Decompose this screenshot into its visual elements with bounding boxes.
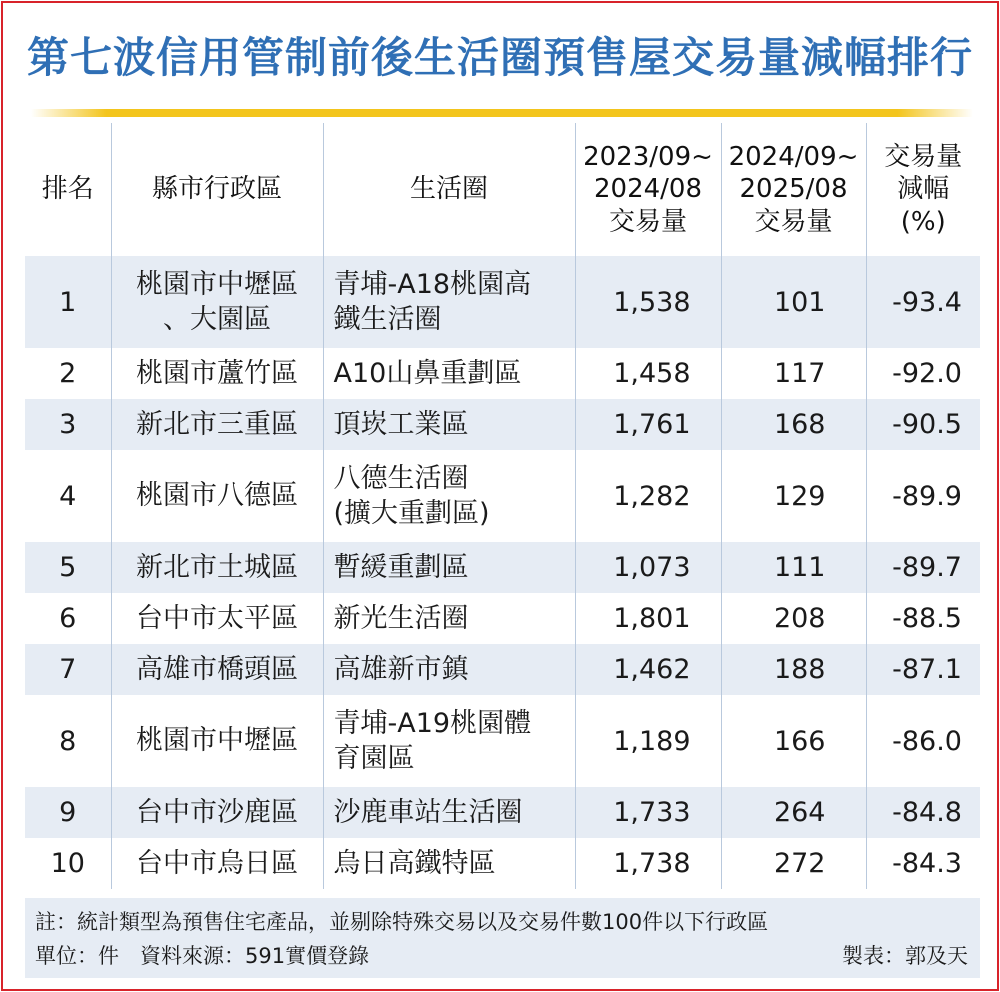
footer-notes bbox=[25, 898, 980, 978]
cell-region: 高雄市橋頭區 bbox=[111, 644, 323, 695]
cell-decline-pct: -92.0 bbox=[866, 348, 980, 399]
cell-region-line: 、大園區 bbox=[163, 304, 271, 335]
cell-vol-2023: 1,761 bbox=[575, 399, 721, 450]
cell-vol-2024: 101 bbox=[721, 256, 866, 348]
table-row bbox=[25, 256, 980, 348]
cell-region: 台中市烏日區 bbox=[111, 838, 323, 889]
header-vol-2023-line: 2023/09~ bbox=[583, 141, 713, 172]
table-row bbox=[25, 644, 980, 695]
header-vol-2023-line: 2024/08 bbox=[593, 174, 702, 205]
cell-vol-2024: 168 bbox=[721, 399, 866, 450]
header-vol-2024-line: 交易量 bbox=[754, 206, 833, 237]
cell-decline-pct: -90.5 bbox=[866, 399, 980, 450]
cell-vol-2023: 1,462 bbox=[575, 644, 721, 695]
cell-circle-line: 鐵生活圈 bbox=[333, 304, 442, 335]
header-vol-2024 bbox=[721, 123, 866, 256]
cell-vol-2023: 1,738 bbox=[575, 838, 721, 889]
cell-circle: 沙鹿車站生活圈 bbox=[323, 787, 575, 838]
cell-rank: 3 bbox=[25, 399, 111, 450]
table-row bbox=[25, 450, 980, 542]
header-vol-2024-line: 2025/08 bbox=[739, 174, 848, 205]
cell-vol-2024: 188 bbox=[721, 644, 866, 695]
cell-circle-line: 育園區 bbox=[333, 743, 415, 774]
cell-region bbox=[111, 256, 323, 348]
header-decline-pct bbox=[866, 123, 980, 256]
cell-circle: 頂崁工業區 bbox=[323, 399, 575, 450]
cell-rank: 1 bbox=[25, 256, 111, 348]
header-vol-2024-line: 2024/09~ bbox=[728, 141, 859, 172]
cell-decline-pct: -86.0 bbox=[866, 695, 980, 787]
table-row bbox=[25, 399, 980, 450]
header-vol-2023 bbox=[575, 123, 721, 256]
cell-vol-2024: 208 bbox=[721, 593, 866, 644]
cell-circle bbox=[323, 256, 575, 348]
cell-circle-line: (擴大重劃區) bbox=[333, 498, 490, 529]
table-row bbox=[25, 542, 980, 593]
cell-vol-2023: 1,073 bbox=[575, 542, 721, 593]
header-vol-2023-line: 交易量 bbox=[608, 206, 687, 237]
cell-region: 桃園市八德區 bbox=[111, 450, 323, 542]
cell-circle-line: 青埔-A19桃園體 bbox=[333, 707, 532, 739]
cell-decline-pct: -93.4 bbox=[866, 256, 980, 348]
cell-vol-2023: 1,282 bbox=[575, 450, 721, 542]
infographic-frame bbox=[1, 1, 999, 991]
cell-circle: 暫緩重劃區 bbox=[323, 542, 575, 593]
table-row bbox=[25, 348, 980, 399]
page-title: 第七波信用管制前後生活圈預售屋交易量減幅排行 bbox=[26, 33, 973, 82]
cell-circle bbox=[323, 695, 575, 787]
cell-region: 新北市三重區 bbox=[111, 399, 323, 450]
header-decline-line: 減幅 bbox=[897, 174, 950, 205]
cell-region: 台中市沙鹿區 bbox=[111, 787, 323, 838]
header-circle: 生活圈 bbox=[323, 123, 575, 256]
header-region: 縣市行政區 bbox=[111, 123, 323, 256]
cell-decline-pct: -87.1 bbox=[866, 644, 980, 695]
cell-region-line: 桃園市中壢區 bbox=[136, 268, 298, 300]
cell-circle bbox=[323, 450, 575, 542]
table-row bbox=[25, 593, 980, 644]
ranking-table bbox=[25, 123, 980, 889]
cell-rank: 6 bbox=[25, 593, 111, 644]
cell-circle: 新光生活圈 bbox=[323, 593, 575, 644]
cell-decline-pct: -84.8 bbox=[866, 787, 980, 838]
cell-region: 桃園市中壢區 bbox=[111, 695, 323, 787]
unit-source: 單位：件 資料來源：591實價登錄 bbox=[35, 944, 370, 968]
cell-vol-2023: 1,189 bbox=[575, 695, 721, 787]
cell-decline-pct: -84.3 bbox=[866, 838, 980, 889]
cell-rank: 7 bbox=[25, 644, 111, 695]
cell-vol-2024: 166 bbox=[721, 695, 866, 787]
cell-circle-line: 青埔-A18桃園高 bbox=[333, 268, 532, 300]
table-header-row bbox=[25, 123, 980, 256]
cell-rank: 5 bbox=[25, 542, 111, 593]
table-row bbox=[25, 695, 980, 787]
cell-rank: 2 bbox=[25, 348, 111, 399]
cell-region: 新北市土城區 bbox=[111, 542, 323, 593]
cell-vol-2023: 1,801 bbox=[575, 593, 721, 644]
header-decline-line: (%) bbox=[900, 206, 946, 237]
cell-circle: 烏日高鐵特區 bbox=[323, 838, 575, 889]
header-decline-line: 交易量 bbox=[884, 141, 963, 172]
table-row bbox=[25, 787, 980, 838]
cell-vol-2024: 129 bbox=[721, 450, 866, 542]
cell-circle: A10山鼻重劃區 bbox=[323, 348, 575, 399]
title-underline bbox=[31, 109, 973, 117]
table-row bbox=[25, 838, 980, 889]
cell-rank: 9 bbox=[25, 787, 111, 838]
cell-rank: 10 bbox=[25, 838, 111, 889]
cell-vol-2024: 272 bbox=[721, 838, 866, 889]
cell-region: 桃園市蘆竹區 bbox=[111, 348, 323, 399]
header-rank: 排名 bbox=[41, 174, 94, 205]
cell-circle-line: 八德生活圈 bbox=[333, 462, 469, 494]
cell-vol-2023: 1,458 bbox=[575, 348, 721, 399]
cell-decline-pct: -88.5 bbox=[866, 593, 980, 644]
cell-decline-pct: -89.7 bbox=[866, 542, 980, 593]
cell-vol-2024: 111 bbox=[721, 542, 866, 593]
table-maker-credit: 製表：郭及天 bbox=[842, 944, 968, 968]
cell-vol-2023: 1,538 bbox=[575, 256, 721, 348]
cell-decline-pct: -89.9 bbox=[866, 450, 980, 542]
footnote: 註：統計類型為預售住宅產品，並剔除特殊交易以及交易件數100件以下行政區 bbox=[35, 910, 769, 934]
cell-vol-2023: 1,733 bbox=[575, 787, 721, 838]
cell-rank: 8 bbox=[25, 695, 111, 787]
cell-rank: 4 bbox=[25, 450, 111, 542]
cell-vol-2024: 117 bbox=[721, 348, 866, 399]
cell-region: 台中市太平區 bbox=[111, 593, 323, 644]
cell-vol-2024: 264 bbox=[721, 787, 866, 838]
cell-circle: 高雄新市鎮 bbox=[323, 644, 575, 695]
